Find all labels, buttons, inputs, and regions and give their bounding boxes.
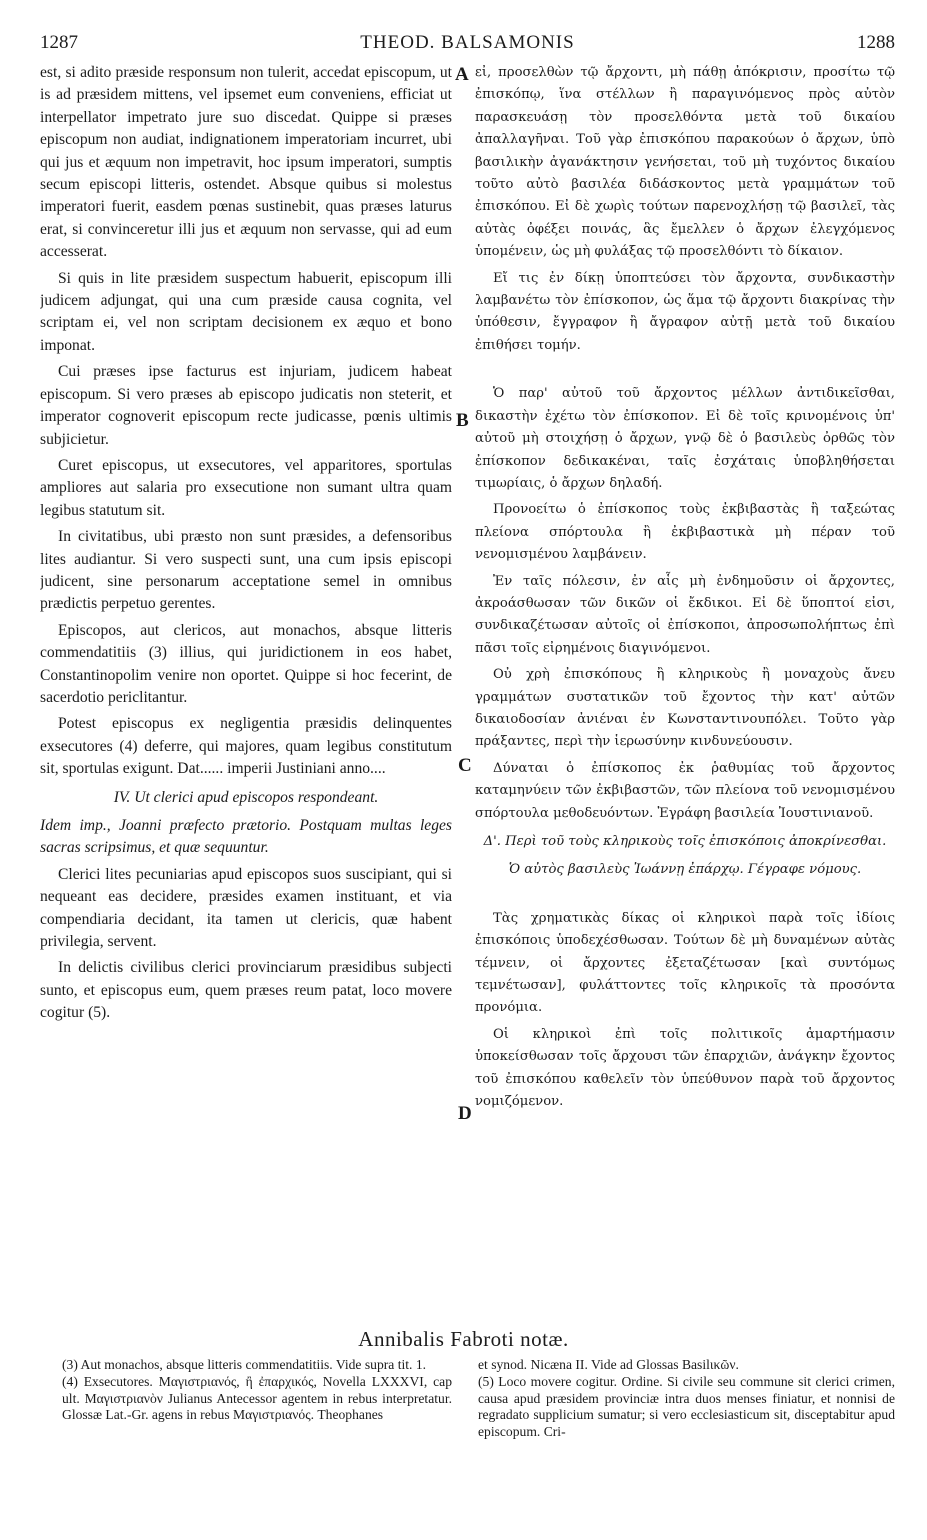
latin-section-heading: IV. Ut clerici apud episcopos respondeant. xyxy=(113,788,379,806)
margin-marker-b: B xyxy=(456,410,469,431)
footnote: (5) Loco movere cogitur. Ordine. Si civile seu commune sit clerici crimen, causa apud præsidem provinciæ intra duos menses finiatur, et nonnisi de regradato supplicium sumatur; si vero ecclesiasticum sit, disceptabitur apud episcopum. Cri- xyxy=(478,1373,895,1440)
latin-paragraph: est, si adito præside responsum non tulerit, accedat episcopum, ut is ad præsidem mittens, vel ipsemet eum conveniens, efficiat ut interpellator impetrato jure suo discedat. Quippe si præses episcopum non audiat, indignationem imperatoriam incurret, ubi qui jus et æquum non impetravit, hoc ipsum imperatori, sumptis secum episcopi litteris, ostendet. Absque quibus si molestus imperatori fuerit, easdem pœnas sustinebit, quas præses laturus erat, si convinceretur illi jus et æquum non servasse, qui ad eum accesserat. xyxy=(40,64,452,261)
running-title: THEOD. BALSAMONIS xyxy=(360,32,575,53)
latin-paragraph: In civitatibus, ubi præsto non sunt præsides, a defensoribus lites audiantur. Si vero suspecti sunt, una cum ipsis episcopi judicent, sine personarum acceptatione semel in omnibus prædictis perpetuo gerentes. xyxy=(40,528,452,613)
latin-paragraph: Potest episcopus ex negligentia præsidis delinquentes exsecutores (4) deferre, qui majores, quam legibus constitutum sit, sportulas exigunt. Dat...... imperii Justiniani anno.... xyxy=(40,715,452,778)
footnote: et synod. Nicæna II. Vide ad Glossas Basilικῶν. xyxy=(478,1357,739,1372)
page-number-right: 1288 xyxy=(857,32,895,53)
footnote: (3) Aut monachos, absque litteris commendatitiis. Vide supra tit. 1. xyxy=(62,1357,427,1372)
greek-section-heading: Δ'. Περὶ τοῦ τοὺς κληρικοὺς τοῖς ἐπισκόποις ἀποκρίνεσθαι. xyxy=(483,834,887,849)
latin-intro: Idem imp., Joanni præfecto prætorio. Postquam multas leges sacras scripsimus, et quæ sequuntur. xyxy=(40,817,452,857)
greek-paragraph: εἰ, προσελθὼν τῷ ἄρχοντι, μὴ πάθῃ ἀπόκρισιν, προσίτω τῷ ἐπισκόπῳ, ἵνα στέλλων ἢ παραγινόμενος πρὸς αὐτὸν παρασκευάσῃ τὸν προσελθόντα μετὰ τοῦ δικαίου ἀπαλλαγῆναι. Τοῦ γὰρ ἐπισκόπου παρακούων ὁ ἄρχων, ὑπὸ βασιλικὴν ἀγανάκτησιν γενήσεται, τοῦ μὴ τυχόντος δικαίου τοῦτο αὐτὸ βασιλέα διδάσκοντος μετὰ γραμμάτων τοῦ ἐπισκόπου. Εἰ δὲ χωρὶς τούτων παρενοχλήσῃ τῷ βασιλεῖ, τὰς αὐτὰς ὀφέξει ποινάς, ἃς ἔμελλεν ὁ ἄρχων ἐλεγχόμενος ὑπομένειν, ὡς μὴ φυλάξας τῷ προσελθόντι τὸ δίκαιον. xyxy=(475,65,895,260)
greek-column xyxy=(475,62,895,1317)
footnotes-left xyxy=(62,1357,452,1507)
greek-paragraph: Οἱ κληρικοὶ ἐπὶ τοῖς πολιτικοῖς ἁμαρτήμασιν ὑποκείσθωσαν τοῖς ἄρχουσι τῶν ἐπαρχιῶν, ἀνάγκην ἔχοντος τοῦ ἐπισκόπου καθελεῖν τὸν ὑπεύθυνον παρὰ τοῦ ἄρχοντος νομιζόμενον. xyxy=(475,1026,895,1110)
greek-paragraph: Τὰς χρηματικὰς δίκας οἱ κληρικοὶ παρὰ τοῖς ἰδίοις ἐπισκόποις ὑποδεχέσθωσαν. Τούτων δὲ μὴ δυναμένων αὐτὰς τέμνειν, οἱ ἄρχοντες ἐξεταζέτωσαν [καὶ συντόμως τεμνέτωσαν], φυλάττοντες τοῖς κληρικοῖς τὰ προσόντα προνόμια. xyxy=(475,910,895,1016)
greek-paragraph: Δύναται ὁ ἐπίσκοπος ἐκ ῥαθυμίας τοῦ ἄρχοντος καταμηνύειν τῶν ἐκβιβαστῶν, τῶν πλείονα τοῦ νενομισμένου σπόρτουλα μεθοδευόντων. Ἐγράφη βασιλεία Ἰουστινιανοῦ. xyxy=(475,760,895,821)
margin-marker-a: A xyxy=(455,64,469,85)
greek-paragraph: Προνοείτω ὁ ἐπίσκοπος τοὺς ἐκβιβαστὰς ἢ ταξεώτας πλείονα σπόρτουλα ἢ ἐκβιβαστικὰ μὴ πέραν τοῦ νενομισμένου λαμβάνειν. xyxy=(475,502,895,563)
greek-paragraph: Ἐν ταῖς πόλεσιν, ἐν αἷς μὴ ἐνδημοῦσιν οἱ ἄρχοντες, ἀκροάσθωσαν τῶν δικῶν οἱ ἔκδικοι. Εἰ δὲ ὕποπτοί εἰσι, συνδικαζέτωσαν αὐτοῖς οἱ ἐπίσκοποι, ἀπροσωπολήπτως ἐπὶ πᾶσι τοῖς εἰρημένοις διαγινόμενοι. xyxy=(475,573,895,656)
greek-paragraph: Ὁ παρ' αὐτοῦ τοῦ ἄρχοντος μέλλων ἀντιδικεῖσθαι, δικαστὴν ἐχέτω τὸν ἐπίσκοπον. Εἰ δὲ τοῖς κρινομένοις ὑπ' αὐτοῦ μὴ στοιχήσῃ ὁ ἄρχων, γνῷ δὲ ὁ βασιλεὺς ὀρθῶς τὸν ἐπίσκοπον δεδικακέναι, ταῖς ἐσχάταις ὑποβληθήσεται τιμωρίαις, ὁ ἄρχων δηλαδή. xyxy=(475,386,895,491)
latin-paragraph: Si quis in lite præsidem suspectum habuerit, episcopum illi judicem adjungat, qui una cum præside causa cognita, vel scriptam ei, vel non scriptam decisionem ex æquo et bono imponat. xyxy=(40,269,452,354)
margin-marker-d: D xyxy=(458,1103,472,1124)
footnote: (4) Exsecutores. Μαγιστριανός, ἢ ἐπαρχικός, Novella LXXXVI, cap ult. Μαγιστριανὸν Julianus Antecessor agentem in rebus interpretatur. Glossæ Lat.-Gr. agens in rebus Μαγιστριανός. Theophanes xyxy=(62,1373,452,1423)
greek-intro: Ὁ αὐτὸς βασιλεὺς Ἰωάννῃ ἐπάρχῳ. Γέγραφε νόμους. xyxy=(508,862,862,878)
margin-marker-c: C xyxy=(458,755,472,776)
greek-paragraph: Οὐ χρὴ ἐπισκόπους ἢ κληρικοὺς ἢ μοναχοὺς ἄνευ γραμμάτων συστατικῶν τοῦ ἔχοντος τὴν κατ' αὐτῶν δικαιοδοσίαν ἀνιέναι ἐν Κωνσταντινουπόλει. Τοῦτο γὰρ πράξαντες, περὶ τὴν ἱερωσύνην κινδυνεύουσιν. xyxy=(475,667,895,750)
latin-column xyxy=(40,62,452,1317)
footnotes-right xyxy=(478,1357,895,1507)
notes-title: Annibalis Fabroti notæ. xyxy=(358,1327,569,1351)
latin-paragraph: In delictis civilibus clerici provinciarum præsidibus subjecti sunto, et episcopus eum, quem præses reum patat, loco movere cogitur (5). xyxy=(40,959,452,1022)
page-number-left: 1287 xyxy=(40,32,78,53)
page-header xyxy=(40,32,895,58)
greek-paragraph: Εἴ τις ἐν δίκῃ ὑποπτεύσει τὸν ἄρχοντα, συνδικαστὴν λαμβανέτω τὸν ἐπίσκοπον, ὡς ἅμα τῷ ἄρχοντι διακρίνας τὴν ὑπόθεσιν, ἔγγραφον ἢ ἄγραφον αὐτῇ μετὰ τοῦ δικαίου ἐπιθήσει τομήν. xyxy=(475,270,895,353)
latin-paragraph: Clerici lites pecuniarias apud episcopos suos suscipiant, qui si nequeant eas decidere, præsides examen instituant, et via compendiaria decidant, ita tamen ut clericis, quæ habent privilegia, servent. xyxy=(40,865,452,951)
latin-paragraph: Cui præses ipse facturus est injuriam, judicem habeat episcopum. Si vero præses ab episcopo judicatis non steterit, et imperator cognoverit episcopum recte judicasse, pœnis ultimis subjicietur. xyxy=(40,363,452,448)
latin-paragraph: Curet episcopus, ut exsecutores, vel apparitores, sportulas ampliores aut salaria pro exsecutione non sumant ultra quam legibus statutum sit. xyxy=(40,456,452,519)
latin-paragraph: Episcopos, aut clericos, aut monachos, absque litteris commendatitiis (3) illius, qui juridictionem in eos habet, Constantinopolim venire non oportet. Quippe si hoc fecerint, de sacerdotio periclitantur. xyxy=(40,621,452,706)
